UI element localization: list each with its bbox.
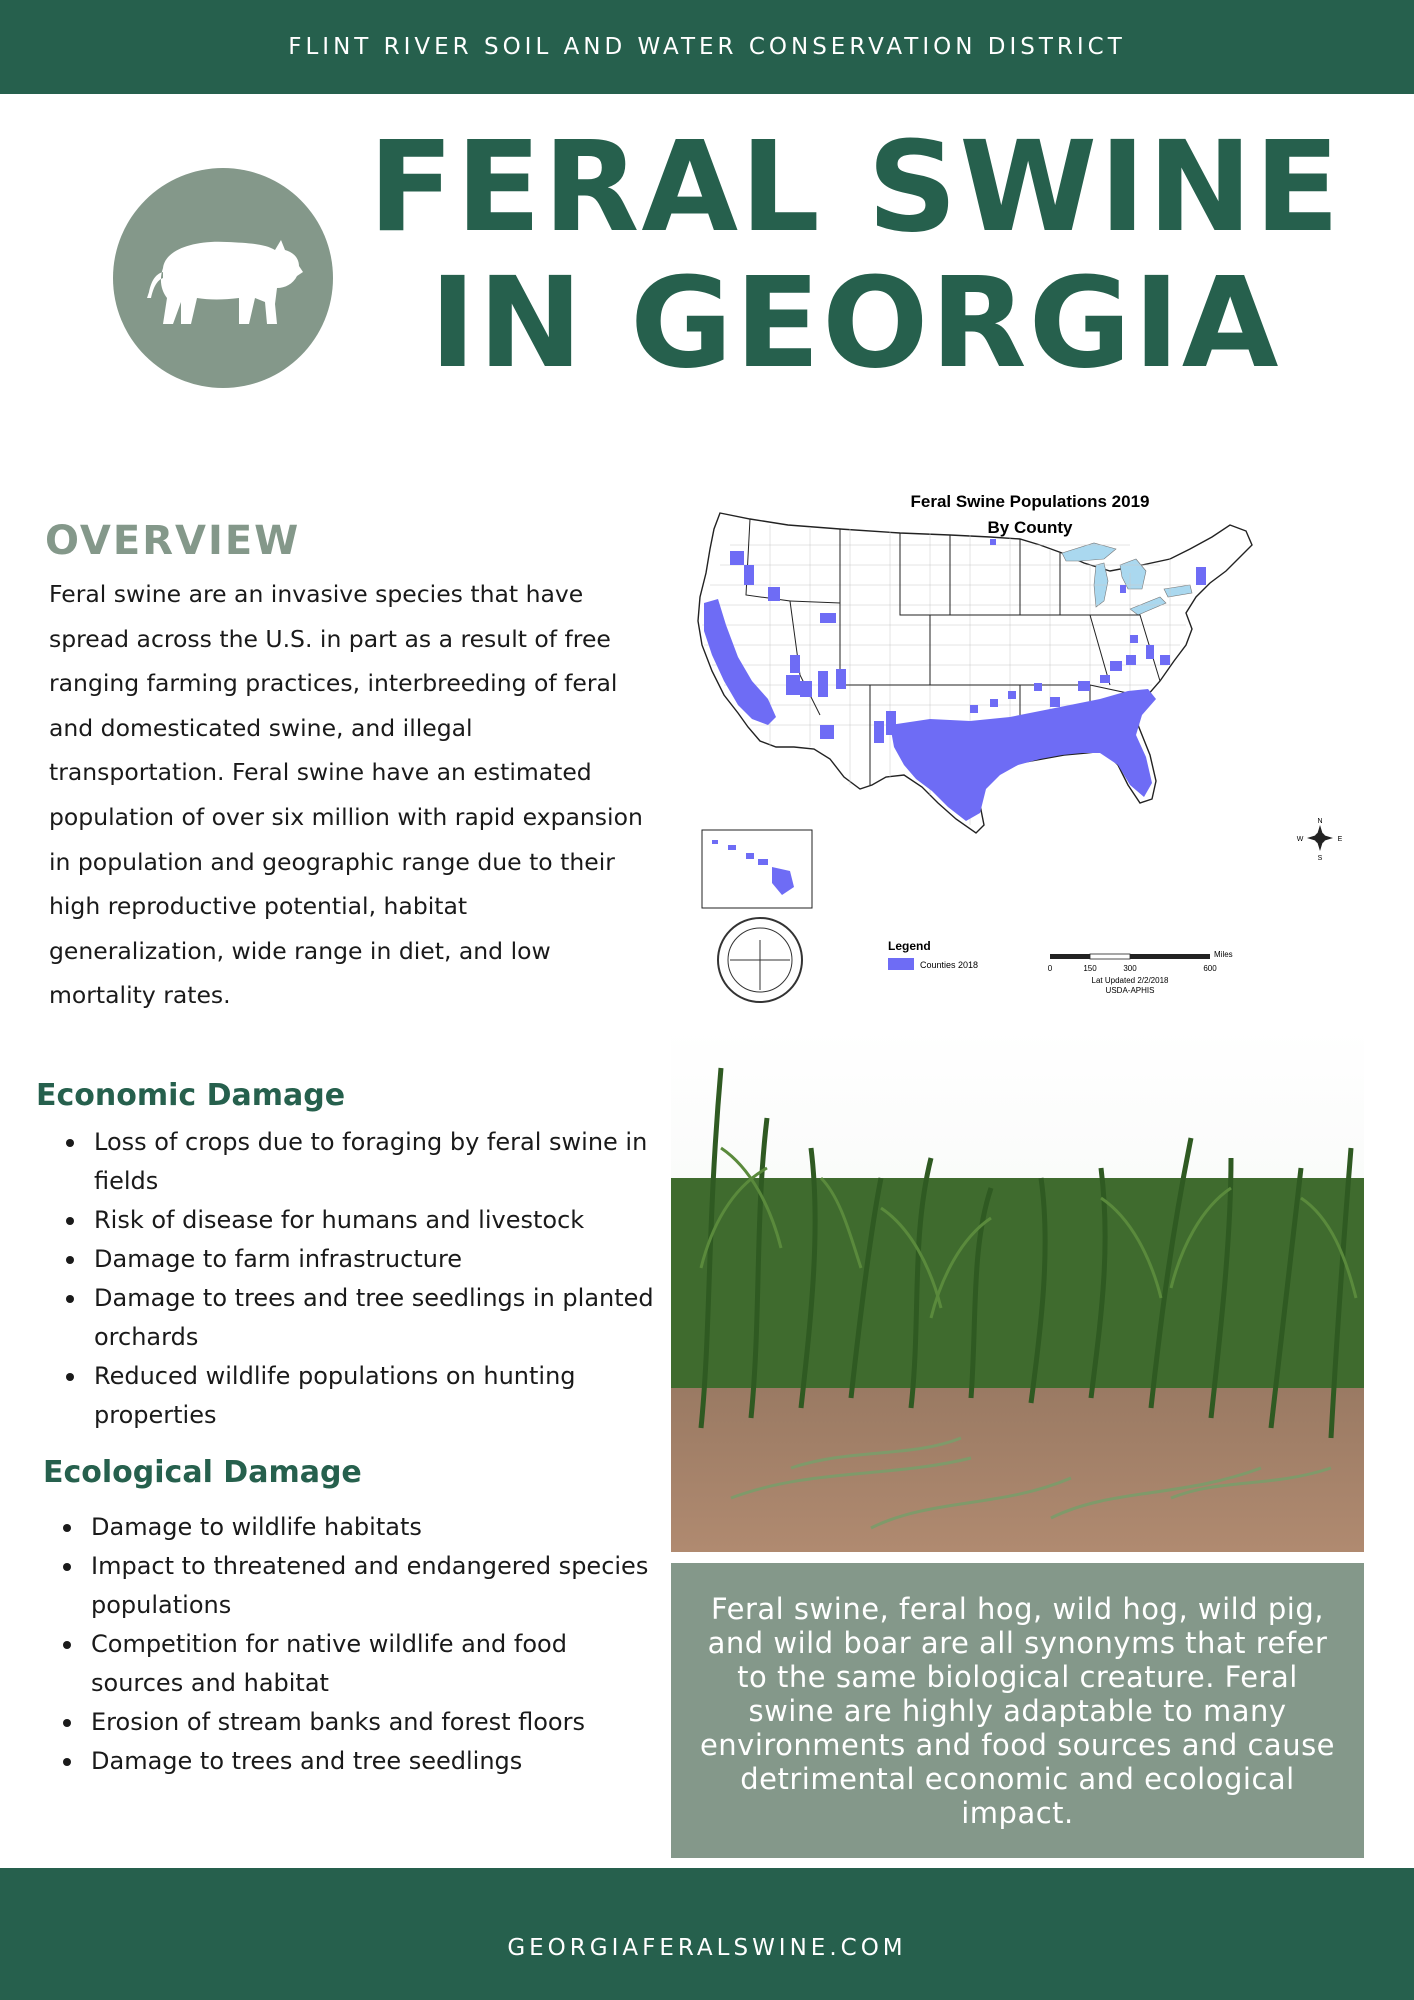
list-item: Impact to threatened and endangered species populations <box>91 1547 661 1625</box>
legend-swatch <box>888 958 914 970</box>
economic-damage-list <box>38 1123 674 1435</box>
scale-tick-0: 0 <box>1047 964 1053 973</box>
compass-w: W <box>1296 836 1304 843</box>
map-title-line-2: By County <box>987 518 1073 537</box>
header-band <box>0 0 1414 94</box>
map-source: USDA-APHIS <box>1105 986 1155 995</box>
list-item: Competition for native wildlife and food sources and habitat <box>91 1625 661 1703</box>
scale-bar <box>1048 950 1233 973</box>
compass-e: E <box>1337 836 1343 843</box>
list-item: Damage to farm infrastructure <box>94 1240 674 1279</box>
title-line-1: FERAL SWINE <box>368 115 1342 260</box>
footer-band <box>0 1868 1414 2000</box>
ecological-damage-heading: Ecological Damage <box>43 1455 362 1490</box>
scwds-seal <box>718 918 802 1002</box>
scale-unit: Miles <box>1214 950 1233 959</box>
list-item: Risk of disease for humans and livestock <box>94 1201 674 1240</box>
list-item: Damage to trees and tree seedlings <box>91 1742 661 1781</box>
pig-badge <box>113 168 333 388</box>
synonyms-info-box <box>671 1563 1364 1858</box>
list-item: Reduced wildlife populations on hunting properties <box>94 1357 674 1435</box>
us-map-svg <box>690 485 1370 1010</box>
hawaii-inset <box>702 830 812 908</box>
overview-text: Feral swine are an invasive species that have spread across the U.S. in part as a result of free ranging farming practices, interbreeding of feral and domesticated swine, and illegal transportation. Feral swine have an estimated population of over six million with rapid expansion in population and geographic range due to their high reproductive potential, habitat generalization, wide range in diet, and low mortality rates. <box>49 580 643 1010</box>
compass-rose <box>1297 818 1343 862</box>
economic-damage-heading: Economic Damage <box>36 1078 346 1113</box>
page-title <box>340 115 1370 396</box>
scale-tick-300: 300 <box>1123 964 1137 973</box>
legend-title: Legend <box>888 939 931 953</box>
list-item: Erosion of stream banks and forest floors <box>91 1703 661 1742</box>
compass-n: N <box>1317 818 1323 825</box>
organization-name: FLINT RIVER SOIL AND WATER CONSERVATION DISTRICT <box>288 34 1126 60</box>
scale-tick-600: 600 <box>1203 964 1217 973</box>
scale-tick-150: 150 <box>1083 964 1097 973</box>
damaged-cornfield-photo <box>671 1028 1364 1552</box>
map-updated: Lat Updated 2/2/2018 <box>1091 976 1169 985</box>
map-title-line-1: Feral Swine Populations 2019 <box>910 492 1150 511</box>
compass-s: S <box>1317 855 1323 862</box>
list-item: Damage to trees and tree seedlings in planted orchards <box>94 1279 674 1357</box>
list-item: Loss of crops due to foraging by feral swine in fields <box>94 1123 674 1201</box>
pig-icon <box>143 228 303 328</box>
ecological-damage-list <box>35 1508 661 1781</box>
legend-item-label: Counties 2018 <box>920 960 979 970</box>
info-box-text: Feral swine, feral hog, wild hog, wild pig, and wild boar are all synonyms that refer to the same biological creature. Feral swine are highly adaptable to many environments and food sources and cause detrimental economic and ecological impact. <box>699 1591 1336 1830</box>
title-line-2: IN GEORGIA <box>429 251 1281 396</box>
website-link[interactable]: GEORGIAFERALSWINE.COM <box>507 1935 907 1961</box>
list-item: Damage to wildlife habitats <box>91 1508 661 1547</box>
feral-swine-map <box>690 485 1370 1010</box>
overview-heading: OVERVIEW <box>45 518 301 564</box>
